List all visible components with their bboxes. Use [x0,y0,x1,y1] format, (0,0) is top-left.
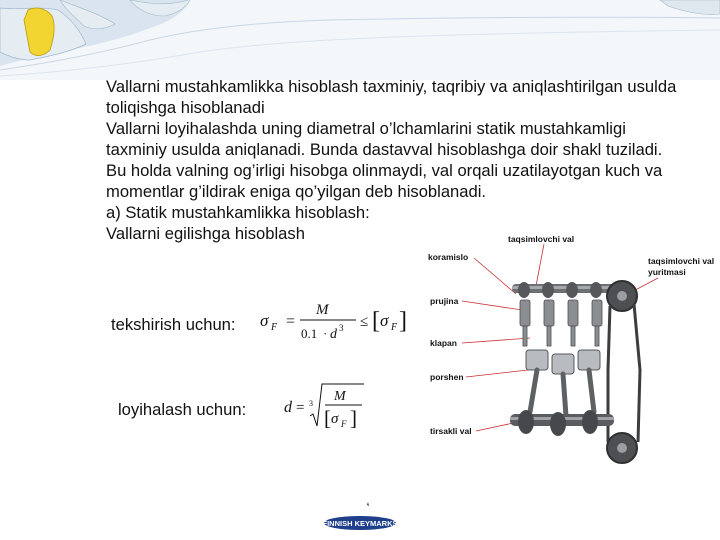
svg-text:[: [ [324,406,331,430]
label-piston: porshen [430,372,464,382]
check-formula-label: tekshirish uchun: [111,315,236,334]
camshaft-drawing [512,282,620,298]
leader-lines [462,244,658,431]
valves-springs-drawing [520,300,602,346]
svg-text:F: F [391,322,398,333]
map-decoration [0,0,720,80]
label-camshaft-drive-2: yuritmasi [648,267,686,277]
svg-text:σ: σ [260,311,269,330]
svg-text:3: 3 [339,323,344,333]
timing-drive-drawing [607,281,640,463]
crankshaft-drawing [510,410,614,436]
body-text [78,76,678,244]
design-formula-label: loyihalash uchun: [118,400,247,419]
section-heading-static: a) Statik mustahkamlikka hisoblash: [106,203,370,222]
svg-text:0.1: 0.1 [301,326,318,341]
svg-text:F: F [341,419,347,429]
design-formula [282,380,382,439]
svg-text:3: 3 [309,399,313,408]
label-camshaft: taqsimlovchi val [508,234,575,244]
paragraph-strength-intro: Vallarni mustahkamlikka hisoblash taxminiy, taqribiy va aniqlashtirilgan usulda toliqishga hisoblanadi [106,77,677,117]
paragraph-design-diameter: Vallarni loyihalashda uning diametral o’lchamlarini statik mustahkamligi taxminiy usulda aniqlanadi. Bunda dastavval hisoblashga doir shakl tuziladi. Bu holda valning og’irligi hisobga olinmaydi, val orqali uzatilayotgan kuch va momentlar g’ildirak eniga qo’yilgan deb hisoblanadi. [106,119,663,201]
svg-text:·: · [323,326,328,341]
subheading-bending: Vallarni egilishga hisoblash [106,224,305,243]
logo-text: FINNISH KEYMARKS [322,519,398,528]
svg-text:σ: σ [380,311,389,330]
svg-text:=: = [286,313,296,330]
label-valve: klapan [430,338,457,348]
svg-text:d: d [330,327,337,342]
connecting-rods-drawing [530,370,594,416]
svg-text:M: M [316,302,329,318]
svg-text:d: d [284,399,292,416]
svg-text:≤: ≤ [360,314,369,330]
label-camshaft-drive-1: taqsimlovchi val [648,256,715,266]
svg-text:]: ] [350,406,357,430]
svg-text:σ: σ [331,411,339,427]
engine-valvetrain-figure [426,230,720,492]
svg-text:M: M [334,389,346,404]
svg-text:F: F [271,322,278,333]
check-formula [256,296,416,349]
label-spring: prujina [430,296,459,306]
finnish-keymarks-logo [322,500,398,534]
label-rocker: koramislo [428,252,469,262]
label-crankshaft: tirsakli val [430,426,472,436]
svg-text:]: ] [399,308,407,334]
svg-text:=: = [296,400,305,416]
svg-text:[: [ [372,308,380,334]
